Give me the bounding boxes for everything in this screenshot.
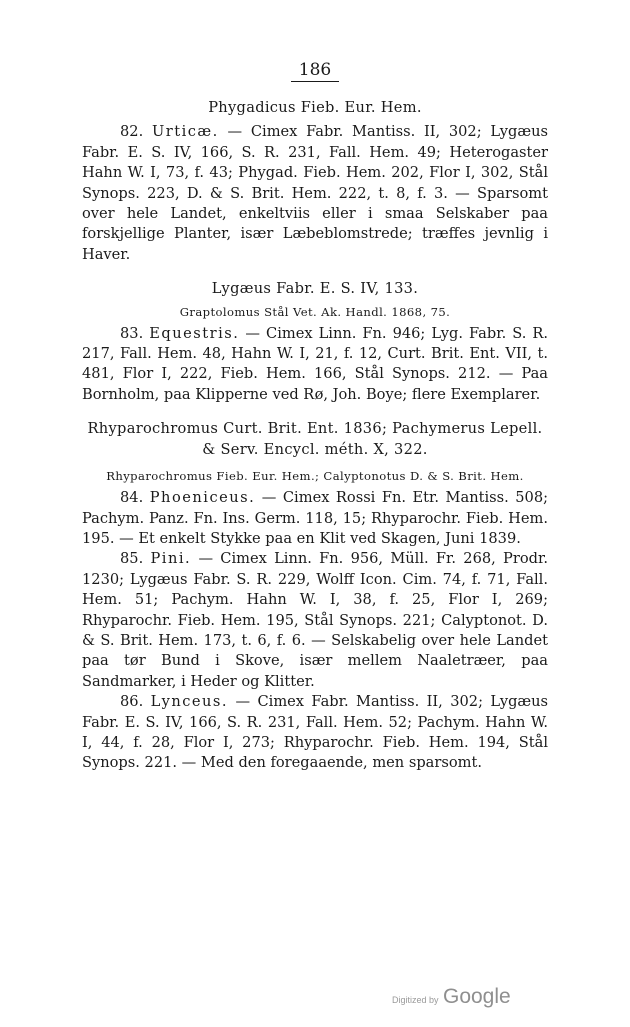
subgenus-heading-rhyparochromus: Rhyparochromus Fieb. Eur. Hem.; Calyptonotus D. & S. Brit. Hem.: [106, 469, 524, 484]
page-number: 186: [291, 60, 339, 82]
species-name: Pini.: [150, 550, 192, 568]
species-name: Lynceus.: [150, 693, 229, 711]
species-name: Urticæ.: [151, 123, 219, 141]
entry-text: — Cimex Fabr. Mantiss. II, 302; Lygæus Fabr. E. S. IV, 166, S. R. 231, Fall. Hem. 52; Pachym. Hahn W. I, 44, f. 28, Flor I, 273; Rhyparochr. Fieb. Hem. 194, Stål Synops. 221. — Med den foregaaende, men sparsomt.: [82, 693, 549, 772]
genus-heading-lygaeus: Lygæus Fabr. E. S. IV, 133.: [211, 280, 419, 298]
watermark-brand: Google: [442, 985, 511, 1008]
species-name: Equestris.: [149, 324, 240, 342]
entry-text: — Cimex Fabr. Mantiss. II, 302; Lygæus Fabr. E. S. IV, 166, S. R. 231, Fall. Hem. 49; Heterogaster Hahn W. I, 73, f. 43; Phygad. Fieb. Hem. 202, Flor I, 302, Stål Synops. 223, D. & S. Brit. Hem. 222, t. 8, f. 3. — Sparsomt over hele Landet, enkeltviis eller i smaa Selskaber paa forskjellige Planter, især Læbeblomstrede; træffes jevnlig i Haver.: [82, 123, 548, 263]
species-entry-83: [82, 324, 548, 406]
species-entry-85: [82, 549, 548, 692]
entry-text: — Cimex Linn. Fn. 956, Müll. Fr. 268, Prodr. 1230; Lygæus Fabr. S. R. 229, Wolff Icon. Cim. 74, f. 71, Fall. Hem. 51; Pachym. Hahn W. I, 38, f. 25, Flor I, 269; Rhyparochr. Fieb. Hem. 195, Stål Synops. 221; Calyptonot. D. & S. Brit. Hem. 173, t. 6, f. 6. — Selskabelig over hele Landet paa tør Bund i Skove, især mellem Naaletræer, paa Sandmarker, i Heder og Klitter.: [82, 550, 548, 690]
entry-number: 85.: [120, 550, 144, 568]
entry-text: — Cimex Rossi Fn. Etr. Mantiss. 508; Pachym. Panz. Fn. Ins. Germ. 118, 15; Rhyparochr. Fieb. Hem. 195. — Et enkelt Stykke paa en Klit ved Skagen, Juni 1839.: [82, 489, 549, 547]
species-entry-82: [82, 122, 548, 265]
species-entry-84: [82, 488, 548, 549]
entry-number: 83.: [120, 324, 144, 342]
genus-heading-phygadicus: Phygadicus Fieb. Eur. Hem.: [208, 99, 422, 116]
watermark-prefix: Digitized by: [392, 995, 439, 1005]
species-entry-86: [82, 692, 548, 774]
species-name: Phoeniceus.: [149, 489, 256, 507]
entry-text: — Cimex Linn. Fn. 946; Lyg. Fabr. S. R. 217, Fall. Hem. 48, Hahn W. I, 21, f. 12, Curt. Brit. Ent. VII, t. 481, Flor I, 222, Fieb. Hem. 166, Stål Synops. 212. — Paa Bornholm, paa Klipperne ved Rø, Joh. Boye; flere Exemplarer.: [82, 324, 548, 403]
page-number-wrapper: [0, 60, 630, 82]
page-body: [82, 98, 548, 774]
digitized-watermark: [392, 985, 511, 1009]
entry-number: 84.: [120, 489, 144, 507]
entry-number: 86.: [120, 693, 144, 711]
entry-number: 82.: [120, 123, 144, 141]
subgenus-heading-graptolomus: Graptolomus Stål Vet. Ak. Handl. 1868, 75.: [179, 304, 451, 319]
genus-heading-rhyparochromus: Rhyparochromus Curt. Brit. Ent. 1836; Pachymerus Lepell. & Serv. Encycl. méth. X, 322.: [87, 420, 543, 458]
